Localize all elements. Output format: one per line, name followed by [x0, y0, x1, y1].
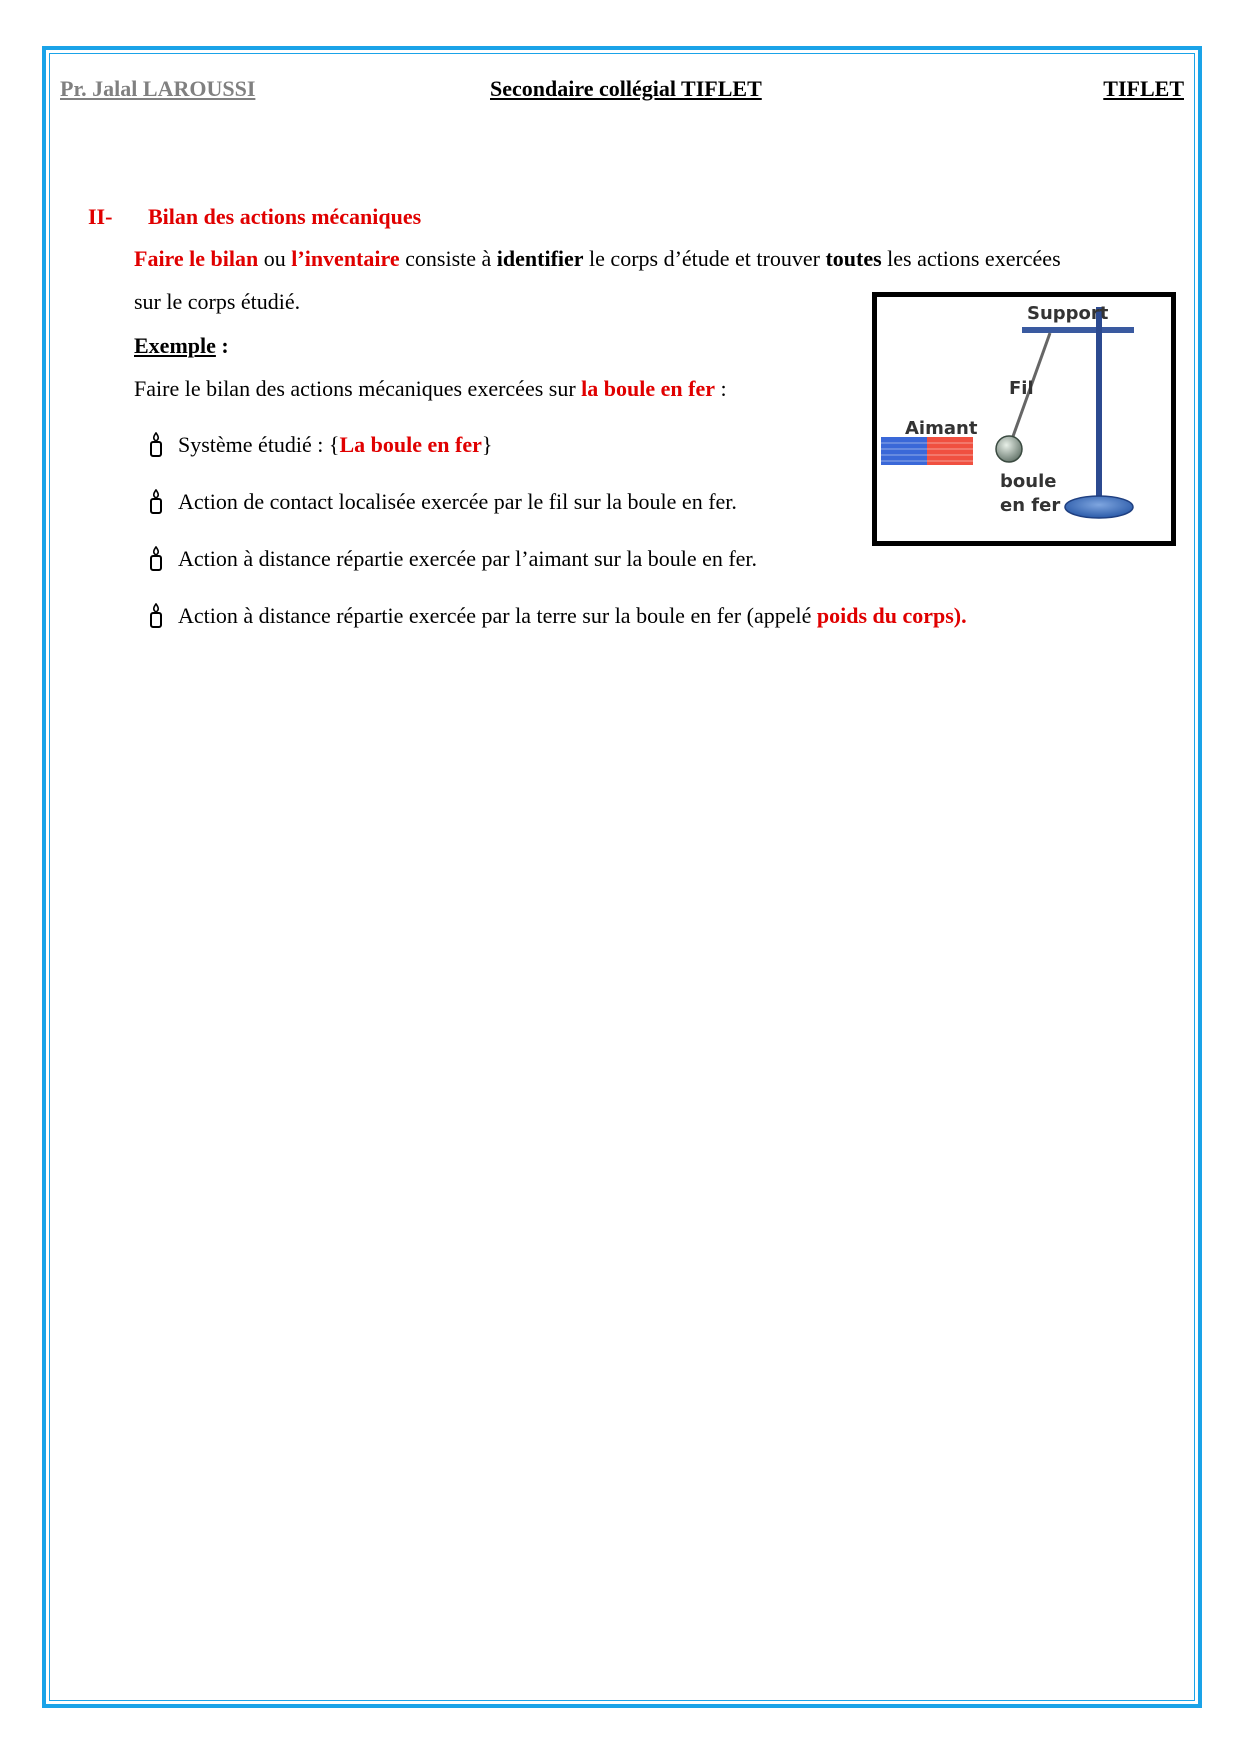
- prompt-highlight: la boule en fer: [581, 376, 715, 401]
- candle-bullet-icon: [148, 546, 164, 572]
- def-bold-identifier: identifier: [496, 246, 584, 271]
- author-name: Pr. Jalal LAROUSSI: [60, 76, 256, 101]
- candle-bullet-icon: [148, 489, 164, 515]
- support-base: [1065, 496, 1133, 518]
- label-fil: Fil: [1009, 378, 1034, 399]
- definition-line-2: sur le corps étudié.: [134, 289, 301, 314]
- bullet-item: [148, 601, 967, 631]
- bullet-highlight: La boule en fer: [339, 432, 482, 457]
- prompt-text: Faire le bilan des actions mécaniques exercées sur: [134, 376, 582, 401]
- def-term-bilan: Faire le bilan: [134, 246, 259, 271]
- support-crossbar: [1022, 327, 1134, 333]
- bullet-item: [148, 544, 757, 574]
- candle-bullet-icon: [148, 603, 164, 629]
- def-text: ou: [258, 246, 292, 271]
- label-en-fer: en fer: [1000, 495, 1061, 516]
- candle-bullet-icon: [148, 432, 164, 458]
- label-boule: boule: [1000, 471, 1057, 492]
- example-colon: :: [215, 333, 229, 358]
- page-header: [60, 76, 1184, 106]
- def-bold-toutes: toutes: [825, 246, 882, 271]
- example-prompt: [134, 374, 727, 404]
- city-name: TIFLET: [1103, 76, 1184, 101]
- bullet-text: Système étudié : {: [178, 432, 340, 457]
- pendulum-magnet-figure: [872, 292, 1176, 546]
- def-text: consiste à: [399, 246, 497, 271]
- example-label: Exemple: [134, 333, 216, 358]
- bullet-item: [148, 430, 492, 460]
- definition-line-1: [134, 244, 1061, 274]
- label-support: Support: [1027, 303, 1109, 324]
- bullet-item: [148, 487, 737, 517]
- magnet-bar: [881, 437, 973, 465]
- bullet-text: Action de contact localisée exercée par le fil sur la boule en fer.: [178, 489, 737, 514]
- label-aimant: Aimant: [905, 418, 978, 439]
- section-number: II-: [88, 204, 113, 229]
- support-pole: [1096, 307, 1102, 503]
- example-heading: [134, 331, 229, 361]
- iron-ball: [996, 436, 1022, 462]
- school-name: Secondaire collégial TIFLET: [490, 76, 762, 101]
- bullet-text: Action à distance répartie exercée par la terre sur la boule en fer (appelé: [178, 603, 817, 628]
- def-text: le corps d’étude et trouver: [583, 246, 826, 271]
- bullet-text: }: [481, 432, 493, 457]
- def-text: les actions exercées: [881, 246, 1061, 271]
- section-title: Bilan des actions mécaniques: [148, 204, 422, 229]
- bullet-highlight: poids du corps).: [816, 603, 967, 628]
- bullet-text: Action à distance répartie exercée par l’aimant sur la boule en fer.: [178, 546, 758, 571]
- section-heading: [88, 204, 421, 230]
- def-term-inventaire: l’inventaire: [291, 246, 400, 271]
- prompt-text: :: [714, 376, 727, 401]
